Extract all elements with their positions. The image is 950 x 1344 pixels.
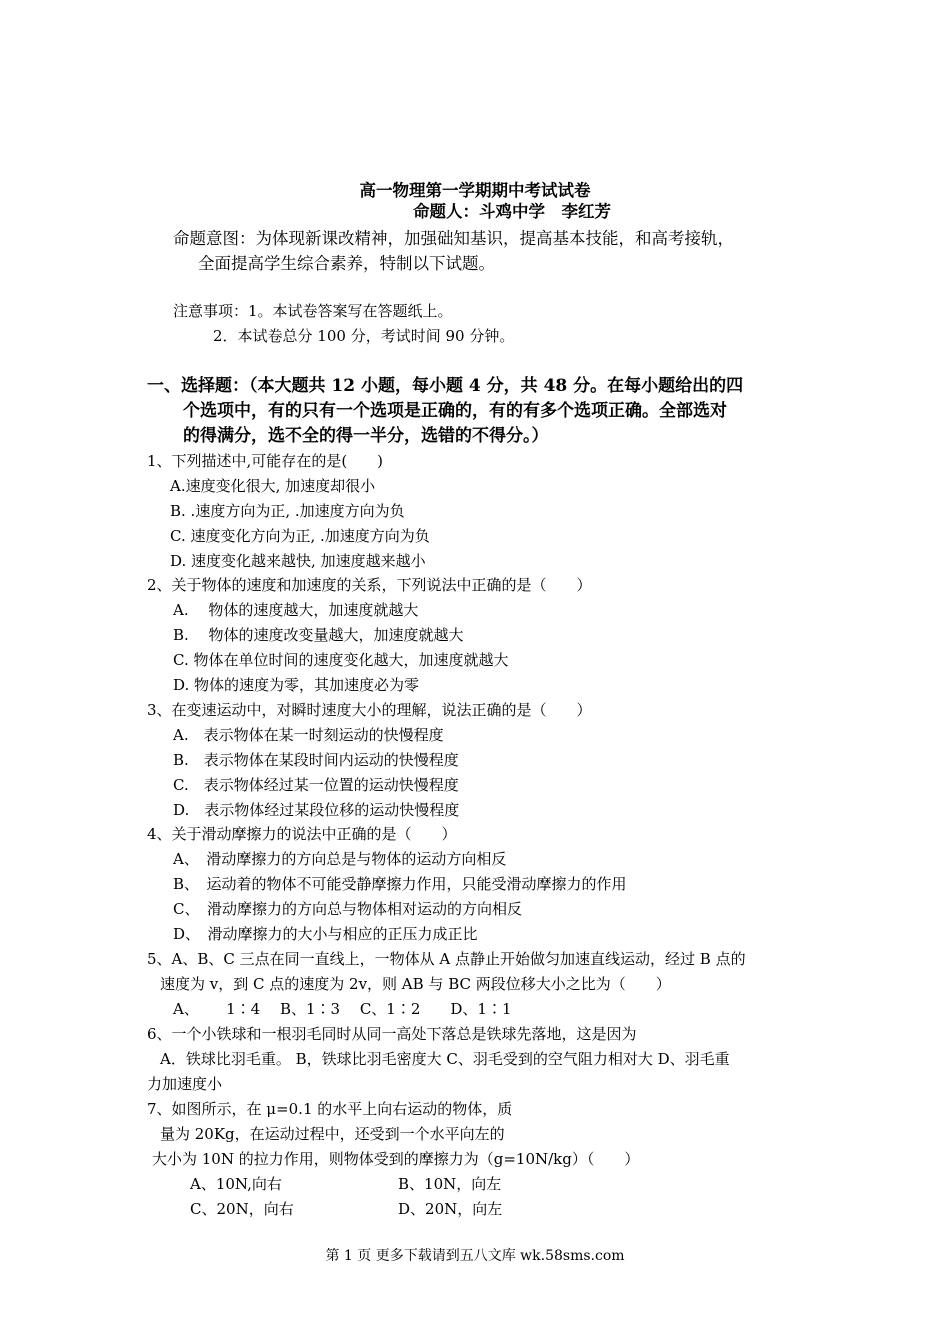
- question-4-option-a: A、 滑动摩擦力的方向总是与物体的运动方向相反: [173, 850, 507, 868]
- exam-title: 高一物理第一学期期中考试试卷: [359, 181, 591, 200]
- intent-line-2: 全面提高学生综合素养，特制以下试题。: [198, 254, 495, 273]
- intent-line-1: 命题意图：为体现新课改精神，加强础知基识，提高基本技能，和高考接轨，: [173, 229, 734, 248]
- question-6-options-cont: 力加速度小: [147, 1075, 223, 1093]
- question-7-stem-cont: 大小为 10N 的拉力作用，则物体受到的摩擦力为（g=10N/kg）（ ）: [152, 1150, 640, 1168]
- question-5-stem-cont: 速度为 v，到 C 点的速度为 2v，则 AB 与 BC 两段位移大小之比为（ ）: [160, 975, 671, 993]
- question-7-stem: 7、如图所示，在 μ=0.1 的水平上向右运动的物体，质: [147, 1100, 513, 1118]
- question-7-option-a: A、10N,向右: [190, 1175, 282, 1193]
- question-2-option-d: D. 物体的速度为零，其加速度必为零: [173, 676, 420, 694]
- section-1-heading-cont: 的得满分，选不全的得一半分，选错的不得分。）: [183, 426, 549, 446]
- section-1-heading-cont: 个选项中，有的只有一个选项是正确的，有的有多个选项正确。全部选对: [183, 401, 727, 421]
- question-4-option-b: B、 运动着的物体不可能受静摩擦力作用，只能受滑动摩擦力的作用: [173, 875, 627, 893]
- question-5-stem: 5、A、B、C 三点在同一直线上，一物体从 A 点静止开始做匀加速直线运动，经过 B 点的: [147, 950, 746, 968]
- question-1-option-b: B. .速度方向为正, .加速度方向为负: [170, 502, 405, 520]
- exam-author: 命题人：斗鸡中学 李红芳: [413, 202, 611, 221]
- question-2-stem: 2、关于物体的速度和加速度的关系，下列说法中正确的是（ ）: [147, 576, 592, 594]
- page-footer: 第 1 页 更多下载请到五八文库 wk.58sms.com: [325, 1248, 625, 1264]
- section-1-heading: 一、选择题：（本大题共 12 小题，每小题 4 分，共 48 分。在每小题给出的四: [147, 376, 744, 396]
- question-7-option-b: B、10N，向左: [398, 1175, 502, 1193]
- question-7-option-d: D、20N，向左: [398, 1200, 503, 1218]
- question-4-option-d: D、 滑动摩擦力的大小与相应的正压力成正比: [173, 925, 478, 943]
- question-3-stem: 3、在变速运动中，对瞬时速度大小的理解，说法正确的是（ ）: [147, 701, 592, 719]
- question-6-stem: 6、一个小铁球和一根羽毛同时从同一高处下落总是铁球先落地，这是因为: [147, 1025, 637, 1043]
- question-4-option-c: C、 滑动摩擦力的方向总与物体相对运动的方向相反: [173, 900, 522, 918]
- question-1-stem: 1、下列描述中,可能存在的是( ): [147, 452, 384, 470]
- question-4-stem: 4、关于滑动摩擦力的说法中正确的是（ ）: [147, 825, 457, 843]
- question-1-option-a: A.速度变化很大, 加速度却很小: [170, 477, 376, 495]
- question-5-options: A、 1∶4 B、1∶3 C、1∶2 D、1∶1: [173, 1000, 512, 1018]
- question-7-stem-cont: 量为 20Kg，在运动过程中，还受到一个水平向左的: [160, 1125, 505, 1143]
- notes-line-1: 注意事项：1。本试卷答案写在答题纸上。: [173, 302, 453, 320]
- question-3-option-d: D. 表示物体经过某段位移的运动快慢程度: [173, 801, 460, 819]
- question-3-option-c: C. 表示物体经过某一位置的运动快慢程度: [173, 776, 459, 794]
- question-3-option-a: A. 表示物体在某一时刻运动的快慢程度: [173, 726, 444, 744]
- question-7-option-c: C、20N，向右: [190, 1200, 294, 1218]
- question-2-option-b: B. 物体的速度改变量越大，加速度就越大: [173, 626, 464, 644]
- question-2-option-c: C. 物体在单位时间的速度变化越大，加速度就越大: [173, 651, 509, 669]
- question-1-option-c: C. 速度变化方向为正, .加速度方向为负: [170, 527, 430, 545]
- question-1-option-d: D. 速度变化越来越快, 加速度越来越小: [170, 552, 426, 570]
- question-2-option-a: A. 物体的速度越大，加速度就越大: [173, 601, 419, 619]
- notes-line-2: 2．本试卷总分 100 分，考试时间 90 分钟。: [213, 327, 515, 345]
- question-6-options: A．铁球比羽毛重。 B，铁球比羽毛密度大 C、羽毛受到的空气阻力相对大 D、羽毛重: [160, 1050, 730, 1068]
- question-3-option-b: B. 表示物体在某段时间内运动的快慢程度: [173, 751, 459, 769]
